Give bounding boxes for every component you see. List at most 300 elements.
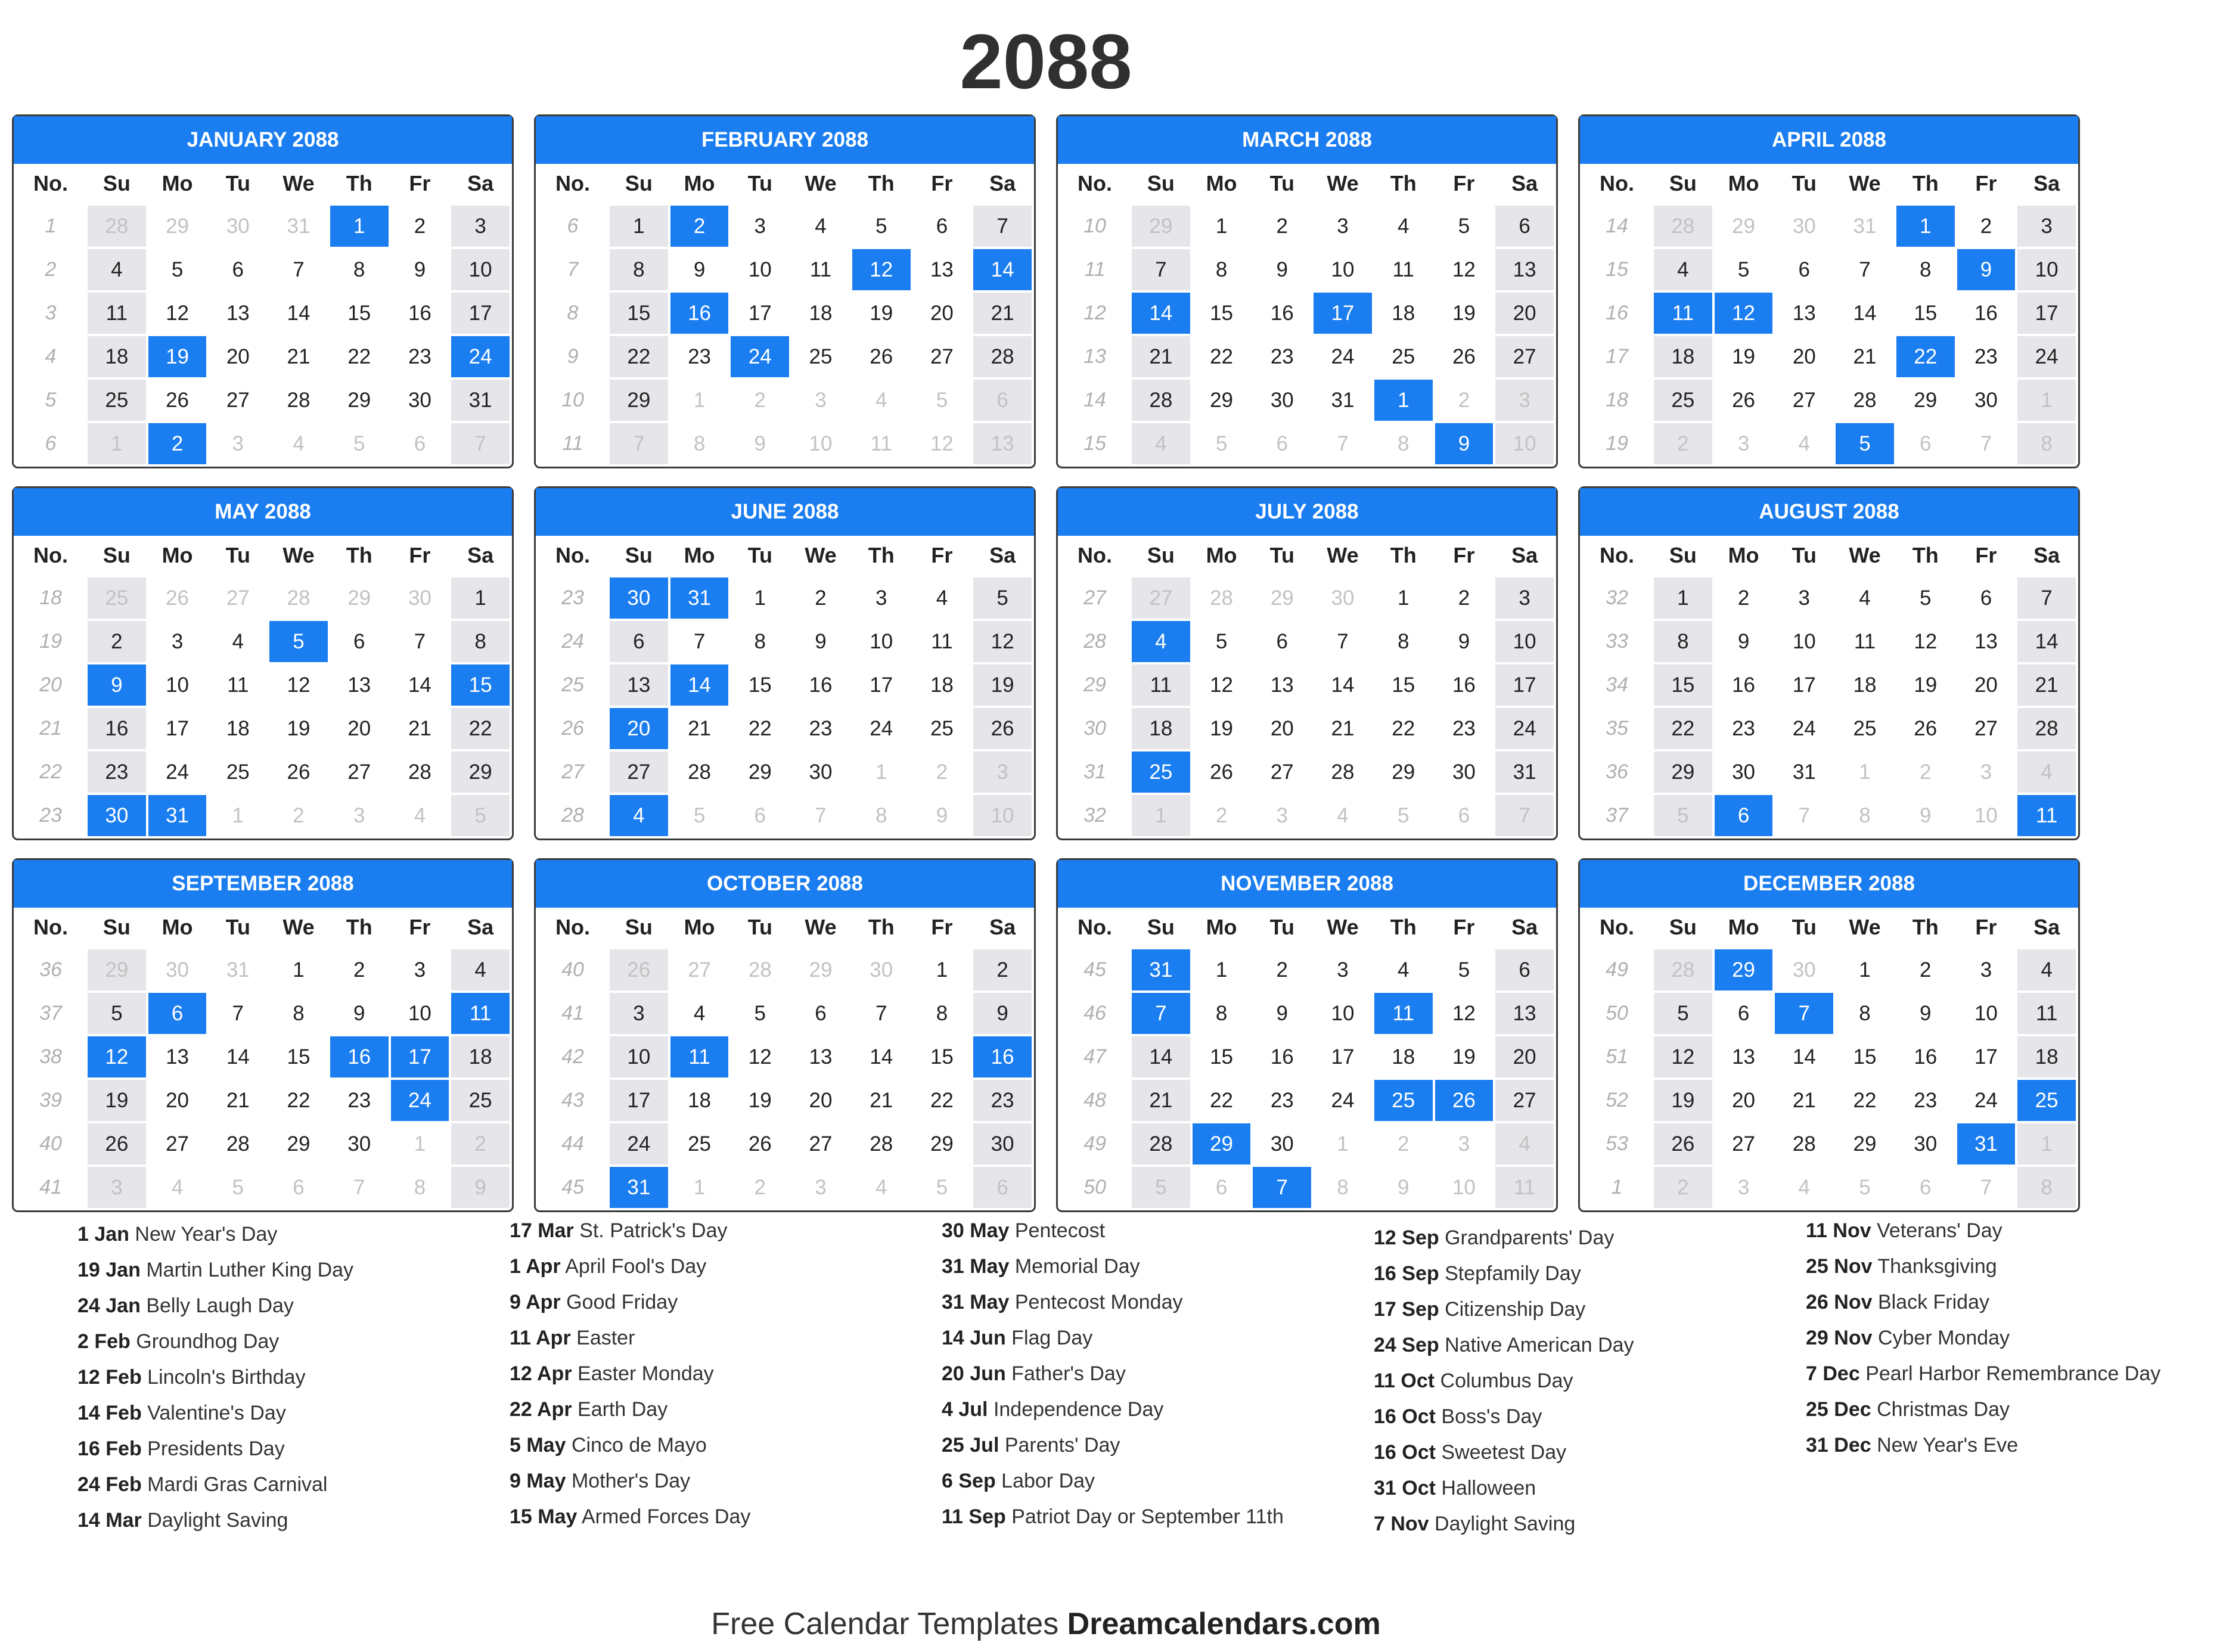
day-cell[interactable]: 10 xyxy=(1974,803,1998,827)
day-cell[interactable]: 2 xyxy=(1654,1167,1712,1208)
day-cell[interactable]: 1 xyxy=(451,577,510,619)
day-cell[interactable]: 8 xyxy=(1215,257,1228,281)
day-cell[interactable]: 18 xyxy=(1654,336,1712,377)
day-cell[interactable]: 16 xyxy=(408,301,431,325)
day-cell[interactable]: 22 xyxy=(1853,1088,1877,1112)
day-cell[interactable]: 10 xyxy=(973,795,1032,836)
day-cell[interactable]: 5 xyxy=(1215,431,1228,455)
day-cell[interactable]: 16 xyxy=(1914,1045,1938,1069)
day-cell[interactable]: 6 xyxy=(1980,586,1992,610)
day-cell[interactable]: 2 xyxy=(754,1175,766,1199)
day-cell[interactable]: 8 xyxy=(1859,803,1871,827)
day-cell[interactable]: 3 xyxy=(1337,958,1349,982)
day-cell[interactable]: 30 xyxy=(1974,388,1998,412)
day-cell[interactable]: 14 xyxy=(1331,673,1355,697)
day-cell[interactable]: 27 xyxy=(930,344,954,368)
holiday-day-cell[interactable]: 30 xyxy=(88,795,146,836)
day-cell[interactable]: 2 xyxy=(1919,760,1932,784)
holiday-day-cell[interactable]: 19 xyxy=(148,336,207,377)
day-cell[interactable]: 5 xyxy=(936,1175,948,1199)
day-cell[interactable]: 3 xyxy=(2017,206,2076,247)
day-cell[interactable]: 27 xyxy=(226,388,250,412)
day-cell[interactable]: 23 xyxy=(1270,1088,1294,1112)
day-cell[interactable]: 20 xyxy=(1495,1036,1554,1077)
day-cell[interactable]: 28 xyxy=(408,760,431,784)
day-cell[interactable]: 12 xyxy=(748,1045,772,1069)
day-cell[interactable]: 6 xyxy=(754,803,766,827)
day-cell[interactable]: 30 xyxy=(1270,388,1294,412)
day-cell[interactable]: 12 xyxy=(930,431,954,455)
day-cell[interactable]: 28 xyxy=(1132,380,1190,421)
day-cell[interactable]: 22 xyxy=(1392,716,1415,740)
day-cell[interactable]: 6 xyxy=(414,431,426,455)
holiday-day-cell[interactable]: 11 xyxy=(2017,795,2076,836)
day-cell[interactable]: 4 xyxy=(232,629,244,653)
day-cell[interactable]: 22 xyxy=(287,1088,311,1112)
day-cell[interactable]: 3 xyxy=(610,993,668,1034)
day-cell[interactable]: 25 xyxy=(688,1132,712,1156)
day-cell[interactable]: 26 xyxy=(166,388,190,412)
day-cell[interactable]: 5 xyxy=(936,388,948,412)
day-cell[interactable]: 2 xyxy=(973,949,1032,990)
holiday-day-cell[interactable]: 5 xyxy=(1836,423,1894,464)
day-cell[interactable]: 6 xyxy=(1495,949,1554,990)
day-cell[interactable]: 3 xyxy=(875,586,887,610)
day-cell[interactable]: 5 xyxy=(451,795,510,836)
day-cell[interactable]: 27 xyxy=(688,958,712,982)
day-cell[interactable]: 30 xyxy=(1792,958,1816,982)
day-cell[interactable]: 22 xyxy=(1654,708,1712,749)
day-cell[interactable]: 9 xyxy=(815,629,827,653)
day-cell[interactable]: 27 xyxy=(166,1132,190,1156)
holiday-day-cell[interactable]: 24 xyxy=(731,336,789,377)
day-cell[interactable]: 4 xyxy=(1397,214,1409,238)
day-cell[interactable]: 29 xyxy=(347,388,371,412)
day-cell[interactable]: 6 xyxy=(1495,206,1554,247)
day-cell[interactable]: 6 xyxy=(1798,257,1811,281)
day-cell[interactable]: 7 xyxy=(451,423,510,464)
day-cell[interactable]: 1 xyxy=(1859,760,1871,784)
day-cell[interactable]: 7 xyxy=(610,423,668,464)
day-cell[interactable]: 15 xyxy=(1914,301,1938,325)
day-cell[interactable]: 23 xyxy=(1732,716,1756,740)
day-cell[interactable]: 29 xyxy=(930,1132,954,1156)
day-cell[interactable]: 4 xyxy=(693,1001,706,1025)
day-cell[interactable]: 3 xyxy=(414,958,426,982)
day-cell[interactable]: 28 xyxy=(226,1132,250,1156)
day-cell[interactable]: 2 xyxy=(451,1123,510,1165)
day-cell[interactable]: 15 xyxy=(1210,1045,1234,1069)
day-cell[interactable]: 9 xyxy=(1458,629,1470,653)
day-cell[interactable]: 10 xyxy=(1974,1001,1998,1025)
day-cell[interactable]: 4 xyxy=(1798,431,1811,455)
day-cell[interactable]: 24 xyxy=(1495,708,1554,749)
day-cell[interactable]: 12 xyxy=(287,673,311,697)
day-cell[interactable]: 18 xyxy=(451,1036,510,1077)
footer-brand[interactable]: Dreamcalendars.com xyxy=(1067,1607,1381,1641)
holiday-day-cell[interactable]: 1 xyxy=(1374,380,1433,421)
day-cell[interactable]: 17 xyxy=(1974,1045,1998,1069)
holiday-day-cell[interactable]: 16 xyxy=(670,293,729,334)
day-cell[interactable]: 8 xyxy=(1654,621,1712,662)
day-cell[interactable]: 7 xyxy=(1337,431,1349,455)
day-cell[interactable]: 4 xyxy=(815,214,827,238)
day-cell[interactable]: 13 xyxy=(1732,1045,1756,1069)
day-cell[interactable]: 2 xyxy=(1737,586,1750,610)
day-cell[interactable]: 5 xyxy=(353,431,365,455)
day-cell[interactable]: 13 xyxy=(930,257,954,281)
holiday-day-cell[interactable]: 15 xyxy=(451,664,510,706)
day-cell[interactable]: 20 xyxy=(1792,344,1816,368)
day-cell[interactable]: 3 xyxy=(1495,577,1554,619)
day-cell[interactable]: 5 xyxy=(88,993,146,1034)
holiday-day-cell[interactable]: 9 xyxy=(88,664,146,706)
day-cell[interactable]: 16 xyxy=(88,708,146,749)
day-cell[interactable]: 1 xyxy=(693,388,706,412)
day-cell[interactable]: 19 xyxy=(748,1088,772,1112)
day-cell[interactable]: 16 xyxy=(809,673,833,697)
day-cell[interactable]: 9 xyxy=(936,803,948,827)
day-cell[interactable]: 23 xyxy=(1914,1088,1938,1112)
day-cell[interactable]: 8 xyxy=(693,431,706,455)
day-cell[interactable]: 25 xyxy=(226,760,250,784)
holiday-day-cell[interactable]: 26 xyxy=(1435,1080,1494,1121)
day-cell[interactable]: 13 xyxy=(1974,629,1998,653)
day-cell[interactable]: 21 xyxy=(1132,336,1190,377)
day-cell[interactable]: 27 xyxy=(809,1132,833,1156)
day-cell[interactable]: 28 xyxy=(973,336,1032,377)
day-cell[interactable]: 21 xyxy=(1792,1088,1816,1112)
day-cell[interactable]: 16 xyxy=(1270,301,1294,325)
day-cell[interactable]: 15 xyxy=(1392,673,1415,697)
day-cell[interactable]: 17 xyxy=(2017,293,2076,334)
day-cell[interactable]: 1 xyxy=(293,958,305,982)
day-cell[interactable]: 8 xyxy=(1397,431,1409,455)
day-cell[interactable]: 9 xyxy=(1276,1001,1289,1025)
day-cell[interactable]: 26 xyxy=(1452,344,1476,368)
day-cell[interactable]: 1 xyxy=(1859,958,1871,982)
day-cell[interactable]: 7 xyxy=(414,629,426,653)
day-cell[interactable]: 3 xyxy=(1458,1132,1470,1156)
day-cell[interactable]: 11 xyxy=(931,629,953,653)
day-cell[interactable]: 10 xyxy=(610,1036,668,1077)
day-cell[interactable]: 5 xyxy=(1654,993,1712,1034)
day-cell[interactable]: 7 xyxy=(1980,431,1992,455)
day-cell[interactable]: 8 xyxy=(2017,423,2076,464)
day-cell[interactable]: 19 xyxy=(1452,301,1476,325)
holiday-day-cell[interactable]: 4 xyxy=(1132,621,1190,662)
holiday-day-cell[interactable]: 9 xyxy=(1957,249,2016,290)
holiday-day-cell[interactable]: 22 xyxy=(1896,336,1955,377)
holiday-day-cell[interactable]: 1 xyxy=(1896,206,1955,247)
day-cell[interactable]: 18 xyxy=(930,673,954,697)
holiday-day-cell[interactable]: 6 xyxy=(1715,795,1773,836)
day-cell[interactable]: 10 xyxy=(1792,629,1816,653)
day-cell[interactable]: 2 xyxy=(1276,958,1289,982)
day-cell[interactable]: 12 xyxy=(1914,629,1938,653)
day-cell[interactable]: 18 xyxy=(88,336,146,377)
day-cell[interactable]: 28 xyxy=(287,388,311,412)
day-cell[interactable]: 18 xyxy=(1392,301,1415,325)
day-cell[interactable]: 19 xyxy=(1210,716,1234,740)
day-cell[interactable]: 29 xyxy=(347,586,371,610)
day-cell[interactable]: 6 xyxy=(1737,1001,1750,1025)
day-cell[interactable]: 28 xyxy=(1331,760,1355,784)
day-cell[interactable]: 4 xyxy=(293,431,305,455)
day-cell[interactable]: 2 xyxy=(815,586,827,610)
day-cell[interactable]: 27 xyxy=(1732,1132,1756,1156)
day-cell[interactable]: 15 xyxy=(347,301,371,325)
day-cell[interactable]: 9 xyxy=(754,431,766,455)
day-cell[interactable]: 17 xyxy=(166,716,190,740)
day-cell[interactable]: 15 xyxy=(748,673,772,697)
day-cell[interactable]: 4 xyxy=(1654,249,1712,290)
day-cell[interactable]: 8 xyxy=(1859,1001,1871,1025)
day-cell[interactable]: 18 xyxy=(2017,1036,2076,1077)
holiday-day-cell[interactable]: 25 xyxy=(2017,1080,2076,1121)
day-cell[interactable]: 8 xyxy=(451,621,510,662)
day-cell[interactable]: 16 xyxy=(1732,673,1756,697)
day-cell[interactable]: 28 xyxy=(287,586,311,610)
holiday-day-cell[interactable]: 31 xyxy=(610,1167,668,1208)
day-cell[interactable]: 28 xyxy=(748,958,772,982)
day-cell[interactable]: 22 xyxy=(1210,1088,1234,1112)
day-cell[interactable]: 16 xyxy=(1452,673,1476,697)
day-cell[interactable]: 21 xyxy=(226,1088,250,1112)
holiday-day-cell[interactable]: 16 xyxy=(330,1036,389,1077)
day-cell[interactable]: 26 xyxy=(610,949,668,990)
day-cell[interactable]: 24 xyxy=(1974,1088,1998,1112)
day-cell[interactable]: 21 xyxy=(1331,716,1355,740)
day-cell[interactable]: 3 xyxy=(1495,380,1554,421)
day-cell[interactable]: 29 xyxy=(1732,214,1756,238)
day-cell[interactable]: 15 xyxy=(1853,1045,1877,1069)
day-cell[interactable]: 26 xyxy=(1914,716,1938,740)
day-cell[interactable]: 2 xyxy=(1654,423,1712,464)
day-cell[interactable]: 17 xyxy=(1331,1045,1355,1069)
day-cell[interactable]: 14 xyxy=(870,1045,893,1069)
day-cell[interactable]: 2 xyxy=(1458,388,1470,412)
day-cell[interactable]: 7 xyxy=(1980,1175,1992,1199)
day-cell[interactable]: 9 xyxy=(1919,1001,1932,1025)
day-cell[interactable]: 25 xyxy=(809,344,833,368)
day-cell[interactable]: 16 xyxy=(1974,301,1998,325)
day-cell[interactable]: 14 xyxy=(1792,1045,1816,1069)
day-cell[interactable]: 1 xyxy=(1654,577,1712,619)
day-cell[interactable]: 17 xyxy=(870,673,893,697)
day-cell[interactable]: 10 xyxy=(166,673,190,697)
day-cell[interactable]: 22 xyxy=(930,1088,954,1112)
day-cell[interactable]: 1 xyxy=(1215,958,1228,982)
day-cell[interactable]: 30 xyxy=(166,958,190,982)
holiday-day-cell[interactable]: 25 xyxy=(1374,1080,1433,1121)
day-cell[interactable]: 15 xyxy=(1210,301,1234,325)
day-cell[interactable]: 11 xyxy=(1392,257,1414,281)
day-cell[interactable]: 21 xyxy=(287,344,311,368)
day-cell[interactable]: 5 xyxy=(1737,257,1750,281)
day-cell[interactable]: 4 xyxy=(451,949,510,990)
day-cell[interactable]: 9 xyxy=(973,993,1032,1034)
day-cell[interactable]: 6 xyxy=(1919,1175,1932,1199)
day-cell[interactable]: 1 xyxy=(1132,795,1190,836)
day-cell[interactable]: 10 xyxy=(1495,423,1554,464)
day-cell[interactable]: 30 xyxy=(1792,214,1816,238)
day-cell[interactable]: 21 xyxy=(688,716,712,740)
day-cell[interactable]: 30 xyxy=(973,1123,1032,1165)
day-cell[interactable]: 13 xyxy=(347,673,371,697)
holiday-day-cell[interactable]: 5 xyxy=(269,621,328,662)
day-cell[interactable]: 3 xyxy=(1737,1175,1750,1199)
day-cell[interactable]: 26 xyxy=(870,344,893,368)
day-cell[interactable]: 13 xyxy=(809,1045,833,1069)
day-cell[interactable]: 25 xyxy=(930,716,954,740)
day-cell[interactable]: 6 xyxy=(1919,431,1932,455)
day-cell[interactable]: 26 xyxy=(973,708,1032,749)
holiday-day-cell[interactable]: 17 xyxy=(391,1036,449,1077)
day-cell[interactable]: 24 xyxy=(610,1123,668,1165)
day-cell[interactable]: 3 xyxy=(232,431,244,455)
day-cell[interactable]: 15 xyxy=(1654,664,1712,706)
day-cell[interactable]: 3 xyxy=(171,629,184,653)
day-cell[interactable]: 23 xyxy=(688,344,712,368)
day-cell[interactable]: 4 xyxy=(1859,586,1871,610)
holiday-day-cell[interactable]: 11 xyxy=(1654,293,1712,334)
day-cell[interactable]: 26 xyxy=(1732,388,1756,412)
day-cell[interactable]: 6 xyxy=(815,1001,827,1025)
day-cell[interactable]: 30 xyxy=(1452,760,1476,784)
day-cell[interactable]: 6 xyxy=(973,1167,1032,1208)
day-cell[interactable]: 17 xyxy=(1792,673,1816,697)
day-cell[interactable]: 8 xyxy=(1215,1001,1228,1025)
day-cell[interactable]: 18 xyxy=(1132,708,1190,749)
day-cell[interactable]: 1 xyxy=(414,1132,426,1156)
day-cell[interactable]: 6 xyxy=(1458,803,1470,827)
day-cell[interactable]: 13 xyxy=(1495,249,1554,290)
day-cell[interactable]: 14 xyxy=(226,1045,250,1069)
day-cell[interactable]: 28 xyxy=(870,1132,893,1156)
day-cell[interactable]: 2 xyxy=(754,388,766,412)
day-cell[interactable]: 20 xyxy=(809,1088,833,1112)
day-cell[interactable]: 5 xyxy=(1458,214,1470,238)
day-cell[interactable]: 6 xyxy=(232,257,244,281)
day-cell[interactable]: 4 xyxy=(2017,752,2076,793)
day-cell[interactable]: 27 xyxy=(347,760,371,784)
day-cell[interactable]: 12 xyxy=(1654,1036,1712,1077)
day-cell[interactable]: 9 xyxy=(693,257,706,281)
holiday-day-cell[interactable]: 29 xyxy=(1193,1123,1251,1165)
day-cell[interactable]: 4 xyxy=(88,249,146,290)
day-cell[interactable]: 3 xyxy=(815,388,827,412)
day-cell[interactable]: 30 xyxy=(1270,1132,1294,1156)
day-cell[interactable]: 28 xyxy=(688,760,712,784)
day-cell[interactable]: 3 xyxy=(754,214,766,238)
day-cell[interactable]: 19 xyxy=(870,301,893,325)
holiday-day-cell[interactable]: 14 xyxy=(1132,293,1190,334)
day-cell[interactable]: 15 xyxy=(610,293,668,334)
day-cell[interactable]: 10 xyxy=(809,431,833,455)
day-cell[interactable]: 20 xyxy=(226,344,250,368)
day-cell[interactable]: 6 xyxy=(973,380,1032,421)
day-cell[interactable]: 28 xyxy=(1792,1132,1816,1156)
day-cell[interactable]: 19 xyxy=(973,664,1032,706)
day-cell[interactable]: 26 xyxy=(1654,1123,1712,1165)
day-cell[interactable]: 23 xyxy=(973,1080,1032,1121)
day-cell[interactable]: 24 xyxy=(870,716,893,740)
day-cell[interactable]: 22 xyxy=(748,716,772,740)
day-cell[interactable]: 7 xyxy=(1798,803,1811,827)
day-cell[interactable]: 10 xyxy=(1495,621,1554,662)
holiday-day-cell[interactable]: 7 xyxy=(1253,1167,1311,1208)
day-cell[interactable]: 21 xyxy=(1853,344,1877,368)
day-cell[interactable]: 1 xyxy=(1337,1132,1349,1156)
day-cell[interactable]: 10 xyxy=(1331,257,1355,281)
day-cell[interactable]: 26 xyxy=(287,760,311,784)
day-cell[interactable]: 30 xyxy=(809,760,833,784)
day-cell[interactable]: 28 xyxy=(1132,1123,1190,1165)
day-cell[interactable]: 25 xyxy=(1853,716,1877,740)
day-cell[interactable]: 25 xyxy=(451,1080,510,1121)
day-cell[interactable]: 30 xyxy=(408,586,431,610)
day-cell[interactable]: 24 xyxy=(1792,716,1816,740)
day-cell[interactable]: 24 xyxy=(2017,336,2076,377)
day-cell[interactable]: 19 xyxy=(1732,344,1756,368)
day-cell[interactable]: 29 xyxy=(1853,1132,1877,1156)
day-cell[interactable]: 9 xyxy=(414,257,426,281)
holiday-day-cell[interactable]: 12 xyxy=(88,1036,146,1077)
day-cell[interactable]: 3 xyxy=(815,1175,827,1199)
day-cell[interactable]: 5 xyxy=(754,1001,766,1025)
day-cell[interactable]: 31 xyxy=(226,958,250,982)
day-cell[interactable]: 22 xyxy=(610,336,668,377)
day-cell[interactable]: 28 xyxy=(1210,586,1234,610)
day-cell[interactable]: 11 xyxy=(1132,664,1190,706)
day-cell[interactable]: 4 xyxy=(875,388,887,412)
day-cell[interactable]: 27 xyxy=(1792,388,1816,412)
day-cell[interactable]: 20 xyxy=(1732,1088,1756,1112)
holiday-day-cell[interactable]: 11 xyxy=(670,1036,729,1077)
day-cell[interactable]: 12 xyxy=(973,621,1032,662)
day-cell[interactable]: 10 xyxy=(748,257,772,281)
holiday-day-cell[interactable]: 31 xyxy=(1957,1123,2016,1165)
day-cell[interactable]: 4 xyxy=(1495,1123,1554,1165)
day-cell[interactable]: 5 xyxy=(1859,1175,1871,1199)
day-cell[interactable]: 20 xyxy=(347,716,371,740)
day-cell[interactable]: 21 xyxy=(2017,664,2076,706)
day-cell[interactable]: 8 xyxy=(2017,1167,2076,1208)
holiday-day-cell[interactable]: 11 xyxy=(451,993,510,1034)
day-cell[interactable]: 3 xyxy=(353,803,365,827)
day-cell[interactable]: 10 xyxy=(1331,1001,1355,1025)
day-cell[interactable]: 29 xyxy=(1392,760,1415,784)
day-cell[interactable]: 24 xyxy=(166,760,190,784)
day-cell[interactable]: 29 xyxy=(809,958,833,982)
day-cell[interactable]: 11 xyxy=(1853,629,1876,653)
day-cell[interactable]: 17 xyxy=(748,301,772,325)
day-cell[interactable]: 27 xyxy=(610,752,668,793)
day-cell[interactable]: 2 xyxy=(1276,214,1289,238)
holiday-day-cell[interactable]: 31 xyxy=(670,577,729,619)
day-cell[interactable]: 13 xyxy=(1270,673,1294,697)
day-cell[interactable]: 12 xyxy=(166,301,190,325)
day-cell[interactable]: 31 xyxy=(1853,214,1877,238)
day-cell[interactable]: 1 xyxy=(754,586,766,610)
day-cell[interactable]: 10 xyxy=(451,249,510,290)
day-cell[interactable]: 28 xyxy=(88,206,146,247)
day-cell[interactable]: 31 xyxy=(451,380,510,421)
day-cell[interactable]: 17 xyxy=(610,1080,668,1121)
day-cell[interactable]: 1 xyxy=(1215,214,1228,238)
day-cell[interactable]: 20 xyxy=(166,1088,190,1112)
